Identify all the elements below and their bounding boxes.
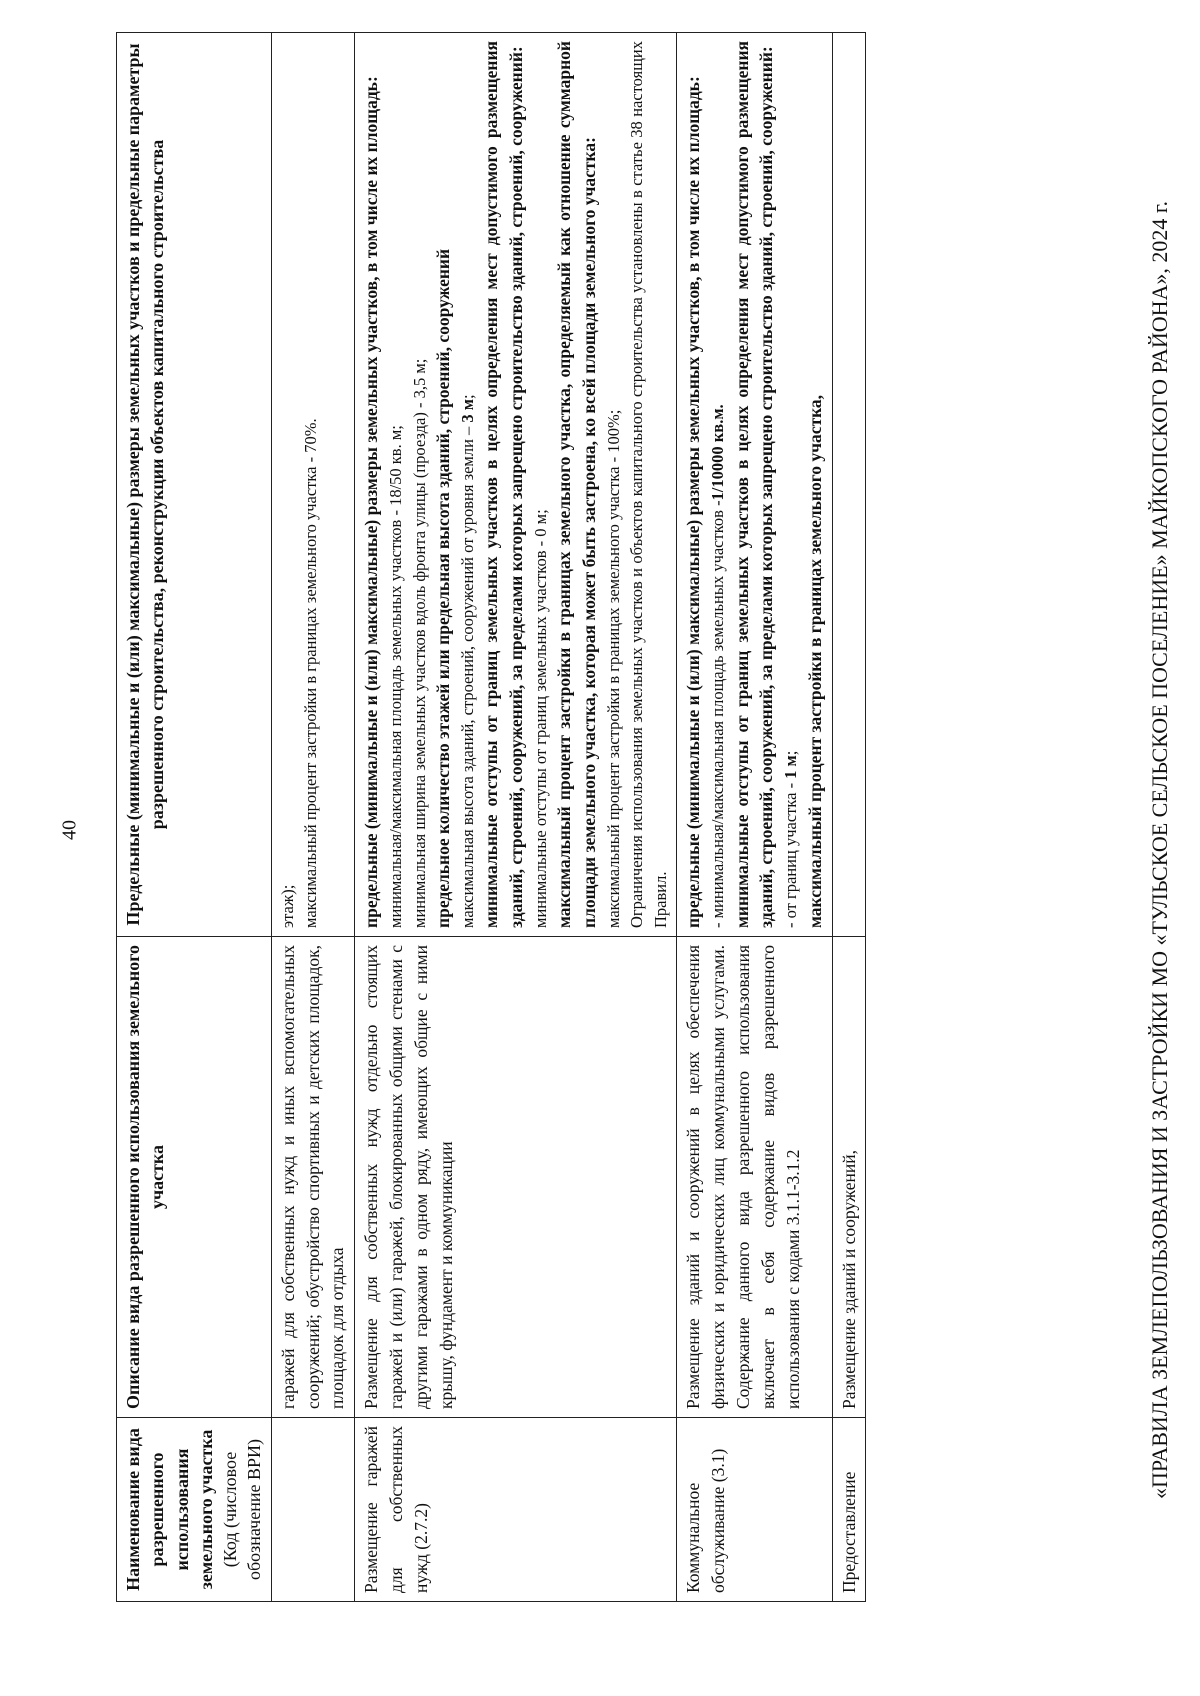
header-limits-params: Предельные (минимальные и (или) максимальные) размеры земельных участков и предельные параметры разрешенного строительства, реконструкции объектов капитального строительства: [117, 33, 272, 937]
header-vri-name: [117, 1418, 272, 1602]
row2-param-9: максимальный процент застройки в границах земельного участка - 100%;: [604, 409, 624, 928]
row2-param-5: [456, 41, 479, 928]
row3-param-4-end: ;: [781, 750, 801, 756]
row3-param-1: предельные (минимальные и (или) максимальные) размеры земельных участков, в том числе их площадь:: [683, 76, 704, 928]
row2-param-3: минимальная ширина земельных участков вдоль фронта улицы (проезда) - 3,5 м;: [409, 358, 429, 928]
row2-param-1: предельные (минимальные и (или) максимальные) размеры земельных участков, в том числе их площадь:: [361, 76, 382, 928]
table-header-row: [117, 33, 272, 1602]
row1-param-2: максимальный процент застройки в границах земельного участка - 70%.: [301, 418, 321, 928]
row1-name-cell: [271, 1418, 355, 1602]
row3-param-2-value: 1/10000 кв.м.: [708, 404, 728, 501]
row2-param-5-text: максимальная высота зданий, строений, сооружений от уровня земли –: [457, 422, 477, 928]
table-row: [677, 33, 832, 1602]
table-row: [271, 33, 355, 1602]
row3-desc-cell: Размещение зданий и сооружений в целях обеспечения физических и юридических лиц коммунальными услугами. Содержание данного вида разрешенного использования включает в себя содержание видов разрешенного использования с кодами 3.1.1-3.1.2: [677, 937, 832, 1418]
row2-param-2: минимальная/максимальная площадь земельных участков - 18/50 кв. м;: [386, 425, 406, 928]
row3-params-cell: [677, 33, 832, 937]
row2-param-10: Ограничения использования земельных участков и объектов капитального строительства установлены в статье 38 настоящих Правил.: [627, 41, 670, 928]
row3-param-4: [779, 41, 802, 928]
row3-param-4-text: - от границ участка -: [781, 778, 801, 928]
row2-param-4: предельное количество этажей или предельная высота зданий, строений, сооружений: [433, 248, 453, 928]
row2-param-5-end: ;: [457, 394, 477, 399]
table-row: [355, 33, 677, 1602]
row3-param-5: максимальный процент застройки в границах земельного участка,: [804, 394, 825, 928]
row3-param-3: минимальные отступы от границ земельных участков в целях определения мест допустимого размещения зданий, строений, сооружений, за пределами которых запрещено строительство зданий, строений, сооружений:: [731, 41, 777, 928]
row1-param-1: этаж);: [277, 884, 297, 928]
row4-desc-cell: Размещение зданий и сооружений,: [832, 937, 866, 1418]
row4-params-cell: [832, 33, 866, 937]
table-row: [832, 33, 866, 1602]
rotated-table-container: [116, 41, 1048, 1602]
header-vri-name-label: Наименование вида разрешенного использования земельного участка: [123, 1428, 216, 1591]
row2-param-7: минимальные отступы от границ земельных участков - 0 м;: [530, 509, 550, 928]
row3-param-2: [706, 41, 729, 928]
row2-param-6: минимальные отступы от границ земельных участков в целях определения мест допустимого размещения зданий, строений, сооружений, за пределами которых запрещено строительство зданий, строений, сооружений:: [481, 41, 527, 928]
row2-param-8: максимальный процент застройки в границах земельного участка, определяемый как отношение суммарной площади земельного участка, которая может быть застроена, ко всей площади земельного участка:: [554, 41, 600, 928]
row2-params-cell: [355, 33, 677, 937]
row1-params-cell: [271, 33, 355, 937]
row3-name-cell: Коммунальное обслуживание (3.1): [677, 1418, 832, 1602]
row1-desc-cell: гаражей для собственных нужд и иных вспомогательных сооружений; обустройство спортивных и детских площадок, площадок для отдыха: [271, 937, 355, 1418]
document-footer: «ПРАВИЛА ЗЕМЛЕПОЛЬЗОВАНИЯ И ЗАСТРОЙКИ МО «ТУЛЬСКОЕ СЕЛЬСКОЕ ПОСЕЛЕНИЕ» МАЙКОПСКОГО РАЙОНА», 2024 г.: [1147, 201, 1172, 1499]
header-vri-description: Описание вида разрешенного использования земельного участка: [117, 937, 272, 1418]
row3-param-4-value: 1 м: [781, 755, 801, 779]
row3-param-2-text: - минимальная/максимальная площадь земельных участков -: [708, 500, 728, 928]
page-number: 40: [58, 820, 81, 840]
zoning-regulations-table: [116, 32, 866, 1602]
row2-param-5-value: 3 м: [457, 398, 477, 423]
row4-name-cell: Предоставление: [832, 1418, 866, 1602]
row2-name-cell: Размещение гаражей для собственных нужд (2.7.2): [355, 1418, 677, 1602]
row2-desc-cell: Размещение для собственных нужд отдельно стоящих гаражей и (или) гаражей, блокированных общими стенами с другими гаражами в одном ряду, имеющих общие с ними крышу, фундамент и коммуникации: [355, 937, 677, 1418]
header-vri-code-label: (Код (числовое обозначение ВРИ): [220, 1439, 265, 1580]
